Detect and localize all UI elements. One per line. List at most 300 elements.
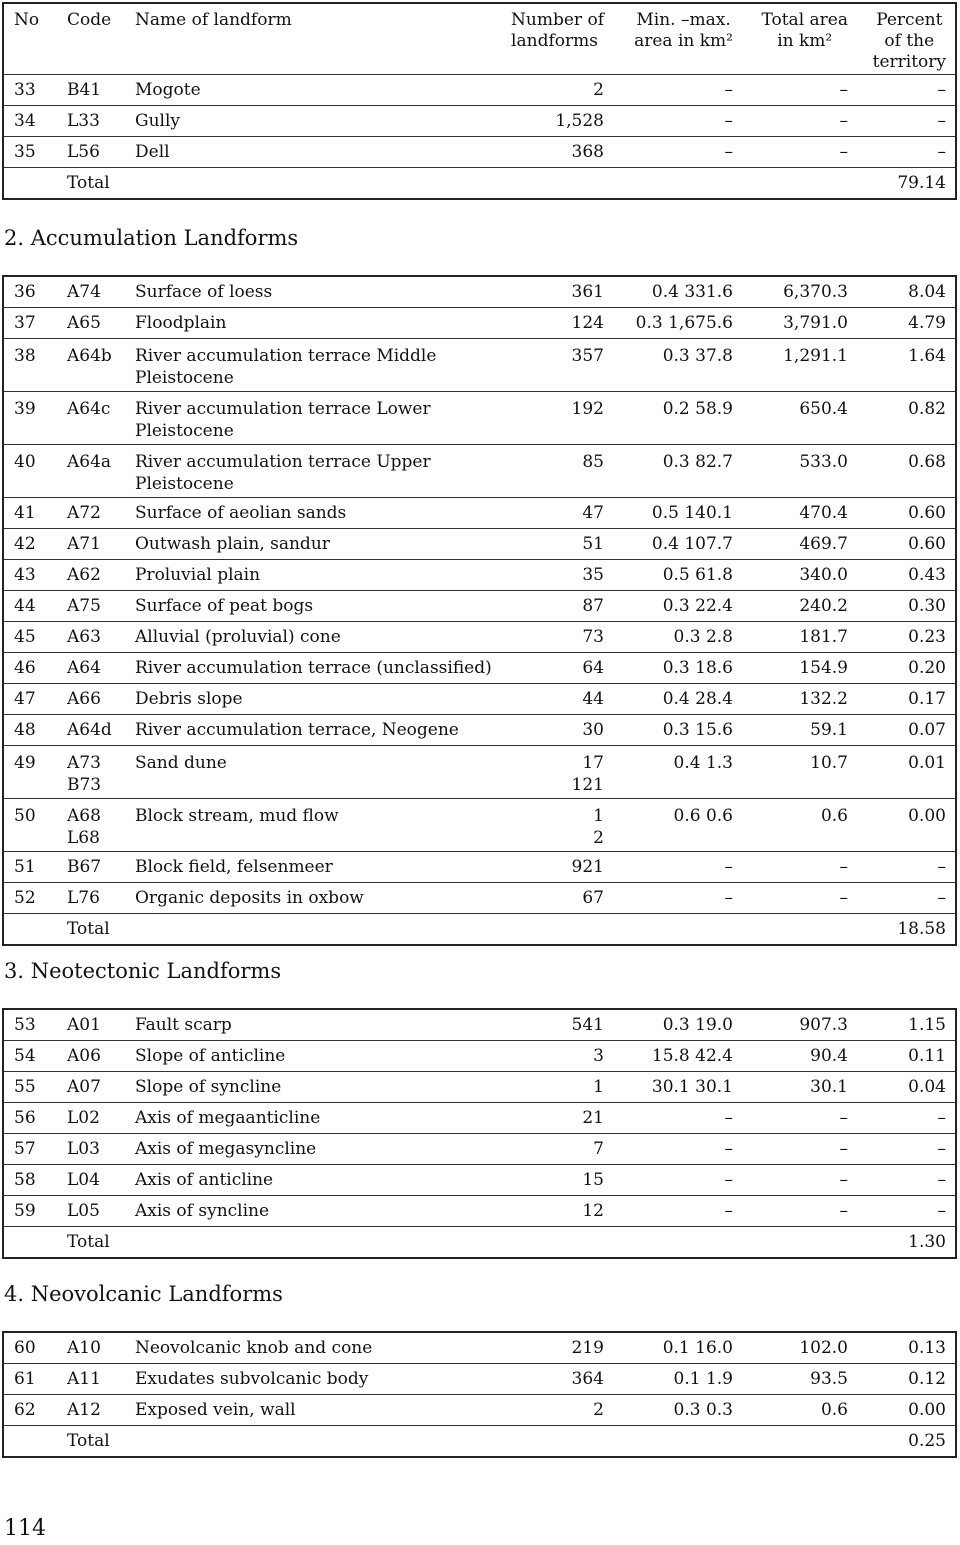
- cell-code-value: A65: [67, 313, 101, 333]
- cell-minmax-value: 0.3 2.8: [673, 627, 733, 647]
- cell-name-value: Axis of anticline: [135, 1170, 274, 1190]
- cell-number: [572, 1364, 604, 1394]
- table-row: [4, 1195, 955, 1226]
- table-row: [4, 1010, 955, 1040]
- cell-name-value: Fault scarp: [135, 1015, 232, 1035]
- cell-percent-value: –: [937, 857, 946, 877]
- cell-percent: [908, 451, 946, 473]
- cell-minmax: [674, 1364, 733, 1394]
- cell-code: [67, 1364, 101, 1394]
- section-title: 3. Neotectonic Landforms: [4, 959, 282, 983]
- cell-minmax-value: –: [724, 142, 733, 162]
- cell-code-value: A64c: [67, 399, 111, 419]
- header-minmax: [634, 10, 733, 52]
- table-row: [4, 1333, 955, 1363]
- cell-number: [572, 277, 604, 307]
- cell-number: [582, 1196, 604, 1226]
- header-number: [511, 10, 604, 52]
- cell-minmax-value: –: [724, 888, 733, 908]
- cell-percent: [908, 498, 946, 528]
- cell-code: [67, 137, 100, 167]
- cell-number: [572, 1333, 604, 1363]
- cell-no: [14, 1041, 36, 1071]
- table-row: [4, 798, 955, 851]
- cell-no-value: 33: [14, 80, 36, 100]
- cell-number: [582, 451, 604, 473]
- cell-percent: [908, 1010, 946, 1040]
- cell-total-area: [840, 1103, 849, 1133]
- cell-minmax: [674, 752, 733, 774]
- cell-percent-value: –: [937, 80, 946, 100]
- cell-number-value: 357: [571, 346, 604, 366]
- cell-no: [14, 529, 36, 559]
- table-section2: [2, 275, 957, 946]
- page-number: 114: [4, 1516, 46, 1541]
- cell-number-value: 541: [571, 1015, 604, 1035]
- cell-number-value: 368: [571, 142, 604, 162]
- cell-code-value: A68: [67, 806, 101, 826]
- cell-total-area-value: 470.4: [799, 503, 848, 523]
- cell-percent-value: 0.60: [908, 503, 946, 523]
- cell-total-area-value: 154.9: [799, 658, 848, 678]
- cell-code: [67, 852, 101, 882]
- cell-number-value: 7: [593, 1139, 604, 1159]
- cell-percent: [908, 591, 946, 621]
- cell-code: [67, 622, 101, 652]
- cell-code-value: A06: [67, 1046, 101, 1066]
- cell-percent: [938, 1196, 947, 1226]
- cell-no: [14, 398, 36, 420]
- cell-name-value: Organic deposits in oxbow: [135, 888, 364, 908]
- cell-name: [135, 308, 226, 338]
- cell-number: [593, 1072, 604, 1102]
- cell-minmax-value: 0.3 82.7: [662, 452, 733, 472]
- cell-number-value: 1,528: [555, 111, 604, 131]
- cell-name: [135, 1134, 316, 1164]
- cell-code-value: A63: [67, 627, 101, 647]
- cell-total-area-value: 469.7: [799, 534, 848, 554]
- cell-no: [14, 451, 36, 473]
- cell-name-value: Gully: [135, 111, 181, 131]
- total-label: Total: [67, 919, 110, 939]
- cell-code: [67, 1165, 100, 1195]
- cell-percent: [938, 1134, 947, 1164]
- cell-total-area-value: 907.3: [799, 1015, 848, 1035]
- cell-code: [67, 1041, 101, 1071]
- cell-name: [135, 137, 170, 167]
- cell-minmax-value: 0.3 1,675.6: [635, 313, 733, 333]
- cell-name: [135, 852, 333, 882]
- cell-no-value: 45: [14, 627, 36, 647]
- table-row: [4, 1040, 955, 1071]
- cell-percent: [908, 715, 946, 745]
- cell-percent-value: 0.01: [908, 753, 946, 773]
- header-pct-line3: territory: [872, 52, 946, 72]
- cell-minmax-value: –: [724, 80, 733, 100]
- cell-code: [67, 883, 100, 913]
- cell-total-area: [821, 805, 848, 827]
- cell-total-area: [783, 308, 848, 338]
- cell-code-value: A64d: [67, 720, 112, 740]
- cell-number: [582, 498, 604, 528]
- cell-number-value: 3: [593, 1046, 604, 1066]
- table-row: [4, 497, 955, 528]
- cell-no-value: 38: [14, 346, 36, 366]
- cell-percent: [938, 1103, 947, 1133]
- cell-code: [67, 345, 112, 367]
- cell-percent: [908, 1072, 946, 1102]
- table-row: [4, 528, 955, 559]
- cell-percent: [938, 852, 947, 882]
- cell-number-value: 12: [582, 1201, 604, 1221]
- table-section4: [2, 1331, 957, 1458]
- cell-name-value: Proluvial plain: [135, 565, 261, 585]
- cell-number-value: 1: [593, 1077, 604, 1097]
- cell-no: [14, 106, 36, 136]
- cell-code-value: L76: [67, 888, 100, 908]
- total-label: Total: [67, 173, 110, 193]
- cell-number: [593, 805, 604, 849]
- cell-total-area: [799, 653, 848, 683]
- table-row: [4, 652, 955, 683]
- cell-number: [582, 653, 604, 683]
- cell-no-value: 44: [14, 596, 36, 616]
- header-no: No: [14, 10, 40, 30]
- cell-name: [135, 1103, 320, 1133]
- cell-name-value: Dell: [135, 142, 170, 162]
- cell-name-value: River accumulation terrace Middle: [135, 346, 437, 366]
- cell-code-value: A71: [67, 534, 101, 554]
- cell-total-area-value: –: [839, 857, 848, 877]
- cell-total-area: [799, 451, 848, 473]
- cell-name: [135, 883, 364, 913]
- cell-minmax: [725, 883, 734, 913]
- total-label: Total: [67, 1232, 110, 1252]
- cell-percent-value: –: [937, 142, 946, 162]
- cell-number: [593, 1041, 604, 1071]
- cell-name: [135, 1165, 273, 1195]
- cell-code: [67, 398, 110, 420]
- cell-percent: [938, 883, 947, 913]
- cell-total-area: [810, 1041, 848, 1071]
- cell-percent-value: 4.79: [908, 313, 946, 333]
- cell-total-area-value: 132.2: [799, 689, 848, 709]
- cell-percent-value: 8.04: [908, 282, 946, 302]
- cell-number-value: 85: [582, 452, 604, 472]
- cell-name: [135, 684, 243, 714]
- total-value: 18.58: [897, 919, 946, 939]
- cell-number-value: 361: [571, 282, 604, 302]
- cell-code: [67, 1134, 100, 1164]
- cell-total-area-value: –: [839, 142, 848, 162]
- cell-no-value: 55: [14, 1077, 36, 1097]
- table-row: [4, 882, 955, 913]
- cell-total-area: [799, 498, 848, 528]
- cell-no: [14, 137, 36, 167]
- cell-number-value: 87: [582, 596, 604, 616]
- cell-name-value: Exposed vein, wall: [135, 1400, 296, 1420]
- cell-total-area: [783, 277, 848, 307]
- cell-percent-value: 0.23: [908, 627, 946, 647]
- table-row: [4, 338, 955, 391]
- cell-percent-value: 0.60: [908, 534, 946, 554]
- header-pct-line2: of the: [884, 31, 935, 51]
- cell-minmax-value: 0.5 140.1: [651, 503, 733, 523]
- total-value: 0.25: [908, 1431, 946, 1451]
- cell-no-value: 51: [14, 857, 36, 877]
- cell-name-value: River accumulation terrace, Neogene: [135, 720, 459, 740]
- cell-percent: [908, 653, 946, 683]
- cell-percent: [908, 622, 946, 652]
- cell-number: [582, 1103, 604, 1133]
- cell-number-value: 364: [571, 1369, 604, 1389]
- cell-no-value: 61: [14, 1369, 36, 1389]
- cell-minmax: [636, 308, 733, 338]
- cell-name: [135, 1041, 285, 1071]
- cell-total-area: [840, 852, 849, 882]
- cell-minmax: [725, 1134, 734, 1164]
- cell-no-value: 43: [14, 565, 36, 585]
- cell-code: [67, 715, 112, 745]
- cell-number: [555, 106, 604, 136]
- cell-number-value: 15: [582, 1170, 604, 1190]
- cell-no-value: 39: [14, 399, 36, 419]
- cell-total-area: [799, 1010, 848, 1040]
- cell-percent-value: –: [937, 1170, 946, 1190]
- cell-no: [14, 684, 36, 714]
- header-number-line1: Number of: [511, 10, 604, 30]
- cell-total-area-value: 181.7: [799, 627, 848, 647]
- cell-no-value: 35: [14, 142, 36, 162]
- cell-number-value: 192: [571, 399, 604, 419]
- total-label: Total: [67, 1431, 110, 1451]
- cell-name: [135, 715, 459, 745]
- cell-minmax: [725, 1196, 734, 1226]
- cell-code: [67, 277, 101, 307]
- cell-no: [14, 308, 36, 338]
- cell-number-value: 2: [593, 80, 604, 100]
- cell-code-value: A75: [67, 596, 101, 616]
- table-row: [4, 1394, 955, 1425]
- cell-code-value: A11: [67, 1369, 101, 1389]
- table-row: [4, 683, 955, 714]
- cell-total-area-value: 93.5: [810, 1369, 848, 1389]
- cell-minmax: [663, 451, 733, 473]
- table-header: [4, 4, 955, 74]
- cell-total-area-value: 650.4: [799, 399, 848, 419]
- cell-percent: [908, 1333, 946, 1363]
- cell-total-area: [840, 106, 849, 136]
- cell-percent-value: 0.17: [908, 689, 946, 709]
- cell-code-value: A73: [67, 753, 101, 773]
- cell-no-value: 40: [14, 452, 36, 472]
- cell-percent-value: –: [937, 888, 946, 908]
- cell-total-area: [810, 1364, 848, 1394]
- cell-name-value: River accumulation terrace Lower: [135, 399, 431, 419]
- cell-code-value: L04: [67, 1170, 100, 1190]
- cell-name: [135, 1072, 281, 1102]
- cell-code-value: A01: [67, 1015, 101, 1035]
- cell-code: [67, 1072, 101, 1102]
- cell-code-value: L33: [67, 111, 100, 131]
- cell-no: [14, 1395, 36, 1425]
- cell-number-value: 2: [593, 1400, 604, 1420]
- cell-no-value: 41: [14, 503, 36, 523]
- cell-no: [14, 715, 36, 745]
- table-row: [4, 1363, 955, 1394]
- cell-number-value: 30: [582, 720, 604, 740]
- total-row: [4, 913, 955, 944]
- cell-minmax: [663, 1010, 733, 1040]
- cell-no: [14, 852, 36, 882]
- cell-no: [14, 653, 36, 683]
- cell-percent: [908, 560, 946, 590]
- cell-name-value: Mogote: [135, 80, 201, 100]
- cell-code: [67, 591, 101, 621]
- cell-code-value: A66: [67, 689, 101, 709]
- cell-name-value-line2: Pleistocene: [135, 474, 234, 494]
- cell-minmax-value: 15.8 42.4: [651, 1046, 733, 1066]
- cell-name: [135, 1333, 372, 1363]
- cell-name: [135, 106, 180, 136]
- cell-percent: [908, 345, 946, 367]
- cell-code: [67, 308, 101, 338]
- cell-name: [135, 805, 339, 827]
- cell-code-value: A72: [67, 503, 101, 523]
- cell-number-value: 21: [582, 1108, 604, 1128]
- cell-number: [593, 1395, 604, 1425]
- cell-no-value: 37: [14, 313, 36, 333]
- cell-no-value: 47: [14, 689, 36, 709]
- cell-minmax-value: 30.1 30.1: [651, 1077, 733, 1097]
- table-row: [4, 444, 955, 497]
- cell-name-value: River accumulation terrace (unclassified): [135, 658, 492, 678]
- cell-code: [67, 1103, 100, 1133]
- cell-percent-value: 0.04: [908, 1077, 946, 1097]
- cell-percent-value: 1.64: [908, 346, 946, 366]
- cell-name-value: Outwash plain, sandur: [135, 534, 330, 554]
- cell-percent-value: 1.15: [908, 1015, 946, 1035]
- cell-number: [582, 1165, 604, 1195]
- cell-number-value: 1: [593, 806, 604, 826]
- cell-minmax-value: 0.3 19.0: [662, 1015, 733, 1035]
- cell-number-value: 219: [571, 1338, 604, 1358]
- cell-code: [67, 451, 111, 473]
- cell-minmax: [663, 1333, 733, 1363]
- cell-minmax-value: 0.4 28.4: [662, 689, 733, 709]
- table-row: [4, 559, 955, 590]
- cell-name-value: Surface of peat bogs: [135, 596, 314, 616]
- cell-total-area: [810, 752, 848, 774]
- cell-minmax-value: –: [724, 857, 733, 877]
- cell-name-value: Axis of megaanticline: [135, 1108, 321, 1128]
- cell-name-value: Axis of syncline: [135, 1201, 270, 1221]
- cell-total-area: [840, 137, 849, 167]
- cell-percent: [938, 137, 947, 167]
- cell-total-area: [799, 591, 848, 621]
- cell-number: [572, 398, 604, 420]
- cell-name-value-line2: Pleistocene: [135, 368, 234, 388]
- header-total-area: [761, 10, 848, 52]
- cell-total-area-value: 102.0: [799, 1338, 848, 1358]
- cell-no-value: 53: [14, 1015, 36, 1035]
- cell-minmax: [652, 1041, 733, 1071]
- cell-minmax: [725, 75, 734, 105]
- cell-no: [14, 277, 36, 307]
- cell-total-area: [810, 715, 848, 745]
- cell-percent-value: –: [937, 111, 946, 131]
- cell-code: [67, 653, 101, 683]
- cell-minmax: [663, 591, 733, 621]
- table-section3: [2, 1008, 957, 1259]
- cell-number: [582, 883, 604, 913]
- cell-total-area-value: 240.2: [799, 596, 848, 616]
- cell-minmax-value: –: [724, 1139, 733, 1159]
- cell-number-value: 921: [571, 857, 604, 877]
- cell-total-area-value: –: [839, 1170, 848, 1190]
- cell-number: [582, 529, 604, 559]
- table-row: [4, 136, 955, 167]
- cell-code: [67, 106, 100, 136]
- cell-minmax-value: 0.2 58.9: [662, 399, 733, 419]
- cell-name-value: Surface of aeolian sands: [135, 503, 347, 523]
- cell-code: [67, 75, 101, 105]
- cell-number-value: 44: [582, 689, 604, 709]
- cell-number-value: 124: [571, 313, 604, 333]
- cell-name-value: Block field, felsenmeer: [135, 857, 333, 877]
- cell-total-area: [840, 883, 849, 913]
- section-title: 4. Neovolcanic Landforms: [4, 1282, 283, 1306]
- table-row: [4, 1133, 955, 1164]
- cell-code: [67, 805, 101, 849]
- cell-minmax: [663, 345, 733, 367]
- cell-total-area: [799, 622, 848, 652]
- cell-name-value: Slope of syncline: [135, 1077, 282, 1097]
- cell-percent-value: 0.13: [908, 1338, 946, 1358]
- cell-percent: [908, 1364, 946, 1394]
- header-total-line2: in km²: [777, 31, 833, 51]
- total-value: 79.14: [897, 173, 946, 193]
- cell-code-value: A07: [67, 1077, 101, 1097]
- cell-total-area-value: 90.4: [810, 1046, 848, 1066]
- cell-minmax: [652, 277, 733, 307]
- cell-minmax: [663, 715, 733, 745]
- rows-section4: [4, 1333, 955, 1425]
- table-row: [4, 714, 955, 745]
- cell-no-value: 52: [14, 888, 36, 908]
- cell-code: [67, 1010, 101, 1040]
- cell-percent: [938, 75, 947, 105]
- cell-total-area: [783, 345, 848, 367]
- table-section1: [2, 2, 957, 200]
- cell-name: [135, 560, 260, 590]
- cell-percent: [908, 398, 946, 420]
- header-total-line1: Total area: [761, 10, 848, 30]
- cell-percent: [908, 529, 946, 559]
- cell-total-area: [799, 560, 848, 590]
- cell-minmax-value: 0.5 61.8: [662, 565, 733, 585]
- cell-total-area-value: 0.6: [820, 1400, 848, 1420]
- cell-name-value: Axis of megasyncline: [135, 1139, 317, 1159]
- cell-name-value: Sand dune: [135, 753, 227, 773]
- cell-minmax-value: 0.3 0.3: [673, 1400, 733, 1420]
- cell-code-value: A62: [67, 565, 101, 585]
- cell-total-area-value: 533.0: [799, 452, 848, 472]
- cell-number: [572, 137, 604, 167]
- cell-number-value: 73: [582, 627, 604, 647]
- cell-total-area-value: 10.7: [810, 753, 848, 773]
- cell-minmax: [674, 1395, 733, 1425]
